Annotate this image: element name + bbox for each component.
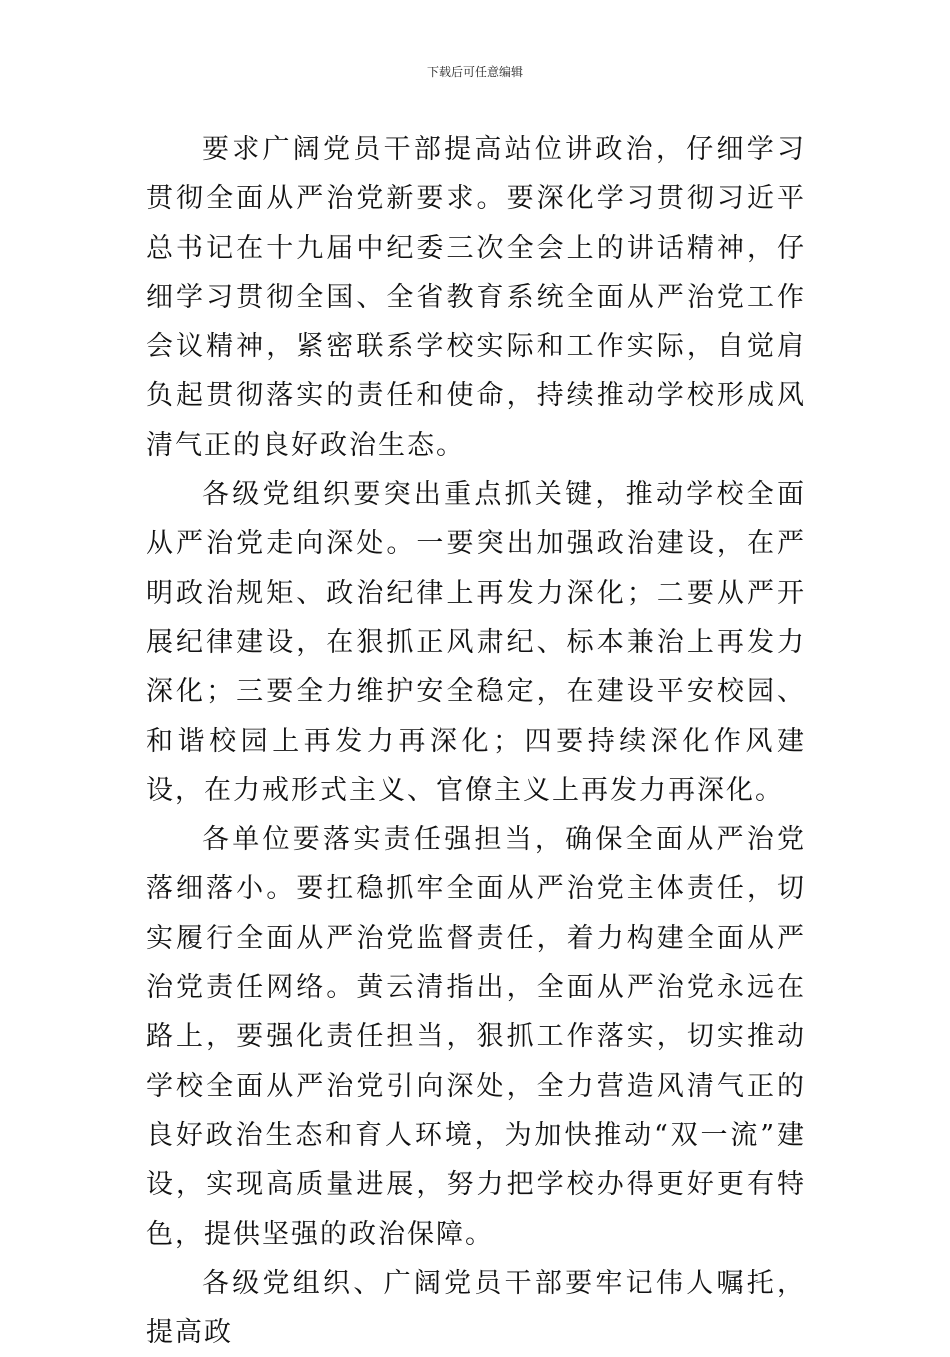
paragraph-3: 各单位要落实责任强担当，确保全面从严治党落细落小。要扛稳抓牢全面从严治党主体责任，切实履行全面从严治党监督责任，着力构建全面从严治党责任网络。黄云清指出，全面从严治党永远在路上，要强化责任担当，狠抓工作落实，切实推动学校全面从严治党引向深处，全力营造风清气正的良好政治生态和育人环境，为加快推动“双一流”建设，实现高质量进展，努力把学校办得更好更有特色，提供坚强的政治保障。 <box>146 824 806 1250</box>
paragraph-2: 各级党组织要突出重点抓关键，推动学校全面从严治党走向深处。一要突出加强政治建设，在严明政治规矩、政治纪律上再发力深化；二要从严开展纪律建设，在狠抓正风肃纪、标本兼治上再发力深化；三要全力维护安全稳定，在建设平安校园、和谐校园上再发力再深化；四要持续深化作风建设，在力戒形式主义、官僚主义上再发力再深化。 <box>146 479 806 806</box>
document-body <box>146 125 806 1357</box>
paragraph-4: 各级党组织、广阔党员干部要牢记伟人嘱托，提高政 <box>146 1267 806 1349</box>
page-header-note: 下载后可任意编辑 <box>426 65 523 79</box>
paragraph-1: 要求广阔党员干部提高站位讲政治，仔细学习贯彻全面从严治党新要求。要深化学习贯彻习近平总书记在十九届中纪委三次全会上的讲话精神，仔细学习贯彻全国、全省教育系统全面从严治党工作会议精神，紧密联系学校实际和工作实际，自觉肩负起贯彻落实的责任和使命，持续推动学校形成风清气正的良好政治生态。 <box>146 134 806 461</box>
